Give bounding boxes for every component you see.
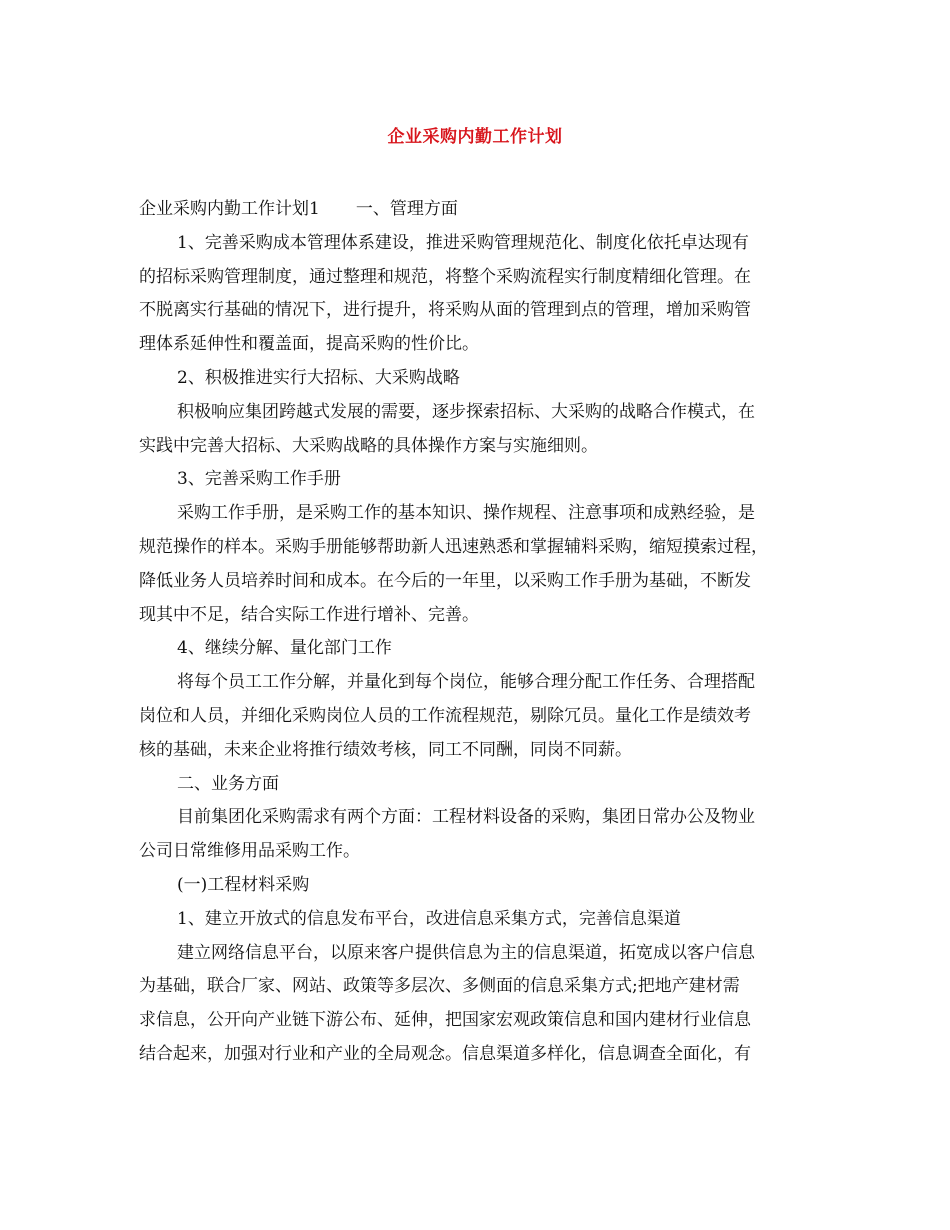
body-line: 公司日常维修用品采购工作。 [139, 841, 360, 862]
body-line: 为基础，联合厂家、网站、政策等多层次、多侧面的信息采集方式;把地产建材需 [139, 976, 740, 997]
body-line: 现其中不足，结合实际工作进行增补、完善。 [139, 604, 479, 625]
body-line: 目前集团化采购需求有两个方面：工程材料设备的采购，集团日常办公及物业 [177, 807, 755, 828]
section-heading: 企业采购内勤工作计划1 [139, 199, 320, 219]
body-line: 降低业务人员培养时间和成本。在今后的一年里，以采购工作手册为基础，不断发 [139, 570, 751, 591]
body-line: 4、继续分解、量化部门工作 [177, 638, 392, 659]
body-line: 岗位和人员，并细化采购岗位人员的工作流程规范，剔除冗员。量化工作是绩效考 [139, 705, 751, 726]
body-line [139, 193, 829, 227]
body-line: 积极响应集团跨越式发展的需要，逐步探索招标、大采购的战略合作模式，在 [177, 401, 755, 422]
body-line: 核的基础，未来企业将推行绩效考核，同工不同酬，同岗不同薪。 [139, 739, 632, 760]
body-line: 实践中完善大招标、大采购战略的具体操作方案与实施细则。 [139, 435, 598, 456]
document-body [139, 193, 829, 1072]
body-line: 规范操作的样本。采购手册能够帮助新人迅速熟悉和掌握辅料采购，缩短摸索过程， [139, 536, 768, 557]
body-line: 不脱离实行基础的情况下，进行提升，将采购从面的管理到点的管理，增加采购管 [139, 300, 751, 321]
body-line: 建立网络信息平台，以原来客户提供信息为主的信息渠道，拓宽成以客户信息 [177, 942, 755, 963]
body-line: 的招标采购管理制度，通过整理和规范，将整个采购流程实行制度精细化管理。在 [139, 266, 751, 287]
body-line: 二、业务方面 [177, 773, 279, 794]
body-line: 采购工作手册，是采购工作的基本知识、操作规程、注意事项和成熟经验，是 [177, 503, 755, 524]
body-line: 3、完善采购工作手册 [177, 469, 341, 490]
subsection-heading: 一、管理方面 [355, 199, 458, 219]
document-title: 企业采购内勤工作计划 [387, 127, 563, 147]
body-line: 1、建立开放式的信息发布平台，改进信息采集方式，完善信息渠道 [177, 908, 681, 929]
body-line: 2、积极推进实行大招标、大采购战略 [177, 367, 460, 388]
body-line: 将每个员工工作分解，并量化到每个岗位，能够合理分配工作任务、合理搭配 [177, 672, 755, 693]
body-line: 1、完善采购成本管理体系建设，推进采购管理规范化、制度化依托卓达现有 [177, 232, 749, 253]
body-line: 求信息，公开向产业链下游公布、延伸，把国家宏观政策信息和国内建材行业信息 [139, 1010, 751, 1031]
body-line: 结合起来，加强对行业和产业的全局观念。信息渠道多样化，信息调查全面化，有 [139, 1043, 751, 1064]
body-line: (一)工程材料采购 [177, 874, 310, 895]
body-line: 理体系延伸性和覆盖面，提高采购的性价比。 [139, 334, 479, 355]
